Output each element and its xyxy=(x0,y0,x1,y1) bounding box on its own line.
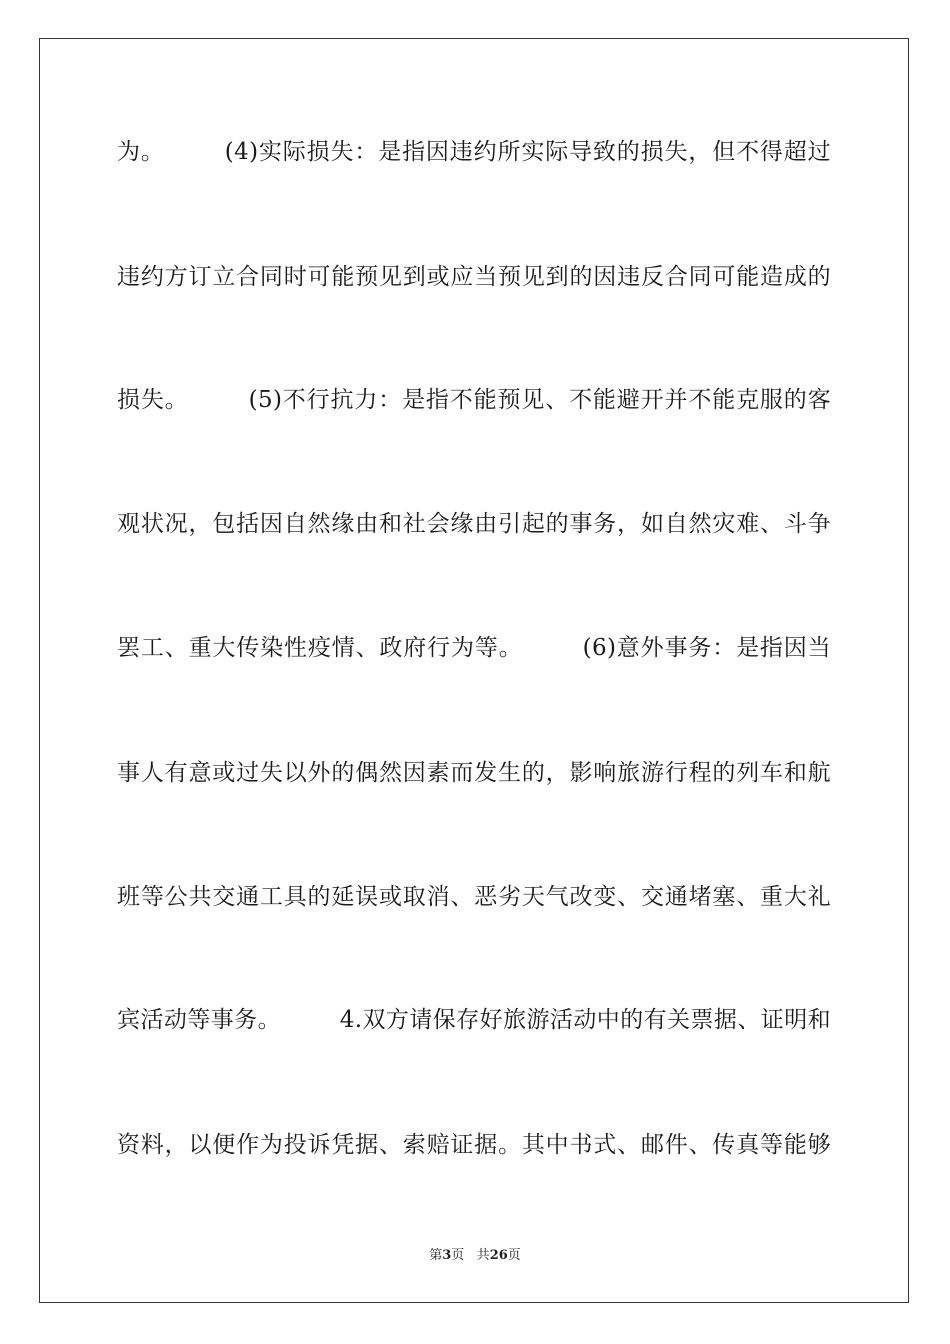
text-line: 资料，以便作为投诉凭据、索赔证据。其中书式、邮件、传真等能够 xyxy=(117,1132,831,1158)
total-pages: 26 xyxy=(489,1248,508,1263)
page-border xyxy=(39,38,909,1303)
text-line: 观状况，包括因自然缘由和社会缘由引起的事务，如自然灾难、斗争 xyxy=(117,511,831,537)
text-line: 宾活动等事务。 4.双方请保存好旅游活动中的有关票据、证明和 xyxy=(117,1007,831,1033)
text-line: 罢工、重大传染性疫情、政府行为等。 (6)意外事务：是指因当 xyxy=(117,635,831,661)
page-number: 3 xyxy=(442,1248,452,1263)
text-line: 损失。 (5)不行抗力：是指不能预见、不能避开并不能克服的客 xyxy=(117,387,831,413)
footer-page-unit: 页 xyxy=(451,1248,465,1263)
text-line: 事人有意或过失以外的偶然因素而发生的，影响旅游行程的列车和航 xyxy=(117,760,831,786)
page-footer xyxy=(0,1247,950,1265)
footer-total-unit: 页 xyxy=(507,1248,521,1263)
text-line: 班等公共交通工具的延误或取消、恶劣天气改变、交通堵塞、重大礼 xyxy=(117,884,831,910)
footer-total-prefix: 共 xyxy=(476,1248,490,1263)
text-line: 为。 (4)实际损失：是指因违约所实际导致的损失，但不得超过 xyxy=(117,139,831,165)
text-line: 违约方订立合同时可能预见到或应当预见到的因违反合同可能造成的 xyxy=(117,264,831,290)
footer-prefix: 第 xyxy=(429,1248,443,1263)
